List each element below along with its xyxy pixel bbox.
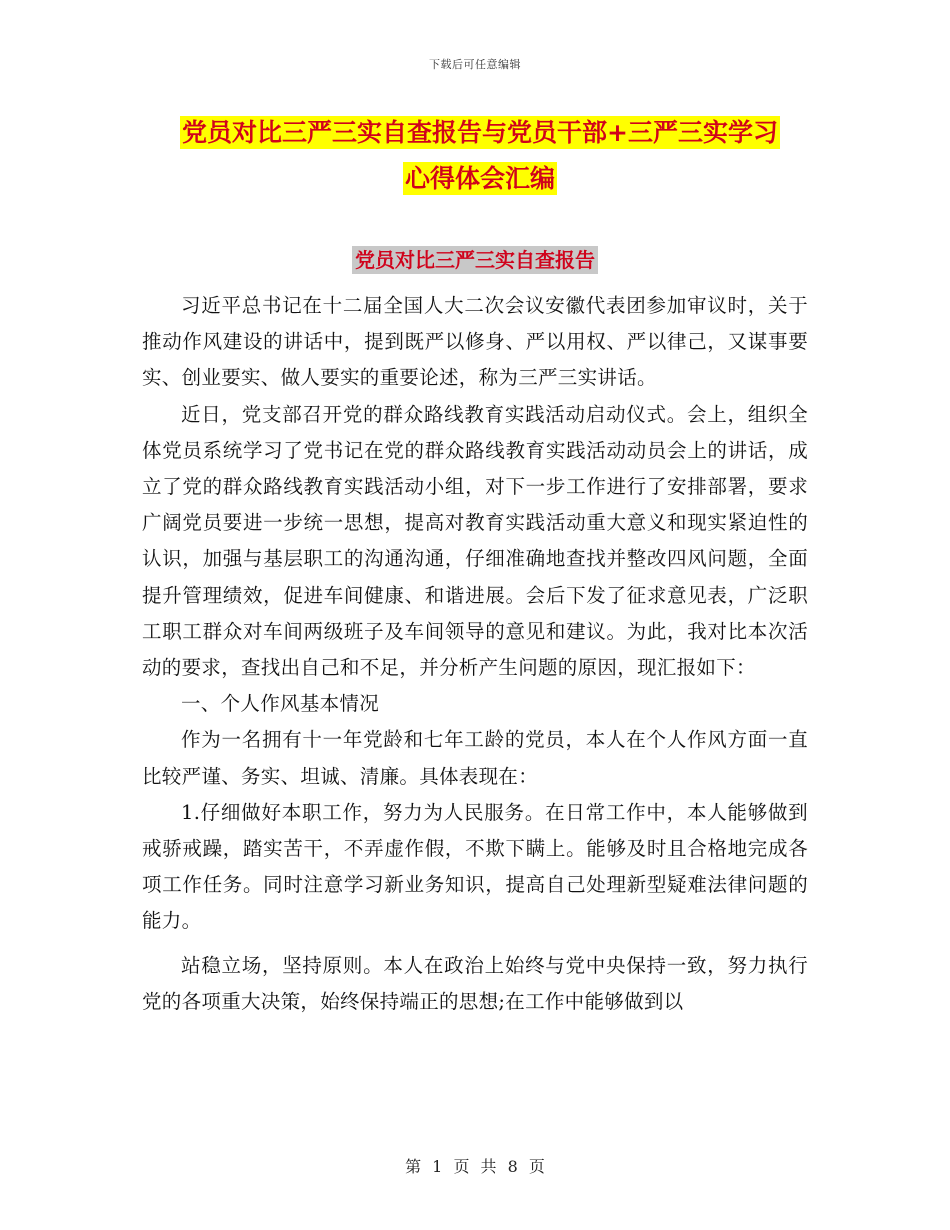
paragraph: 作为一名拥有十一年党龄和七年工龄的党员，本人在个人作风方面一直比较严谨、务实、坦诚、清廉。具体表现在： xyxy=(142,728,808,788)
document-title-line2: 心得体会汇编 xyxy=(404,164,555,193)
paragraph: 一、个人作风基本情况 xyxy=(181,692,380,716)
page-number: 第 1 页 共 8 页 xyxy=(405,1157,545,1176)
page-header-note: 下载后可任意编辑 xyxy=(429,58,521,71)
document-body xyxy=(142,288,808,1020)
paragraph: 1.仔细做好本职工作，努力为人民服务。在日常工作中，本人能够做到戒骄戒躁，踏实苦干，不弄虚作假，不欺下瞒上。能够及时且合格地完成各项工作任务。同时注意学习新业务知识，提高自己处理新型疑难法律问题的能力。 xyxy=(142,800,808,933)
paragraph: 站稳立场，坚持原则。本人在政治上始终与党中央保持一致，努力执行党的各项重大决策，始终保持端正的思想;在工作中能够做到以 xyxy=(142,953,808,1013)
paragraph: 习近平总书记在十二届全国人大二次会议安徽代表团参加审议时，关于推动作风建设的讲话中，提到既严以修身、严以用权、严以律己，又谋事要实、创业要实、做人要实的重要论述，称为三严三实讲话。 xyxy=(142,294,808,390)
document-title xyxy=(140,110,820,202)
paragraph: 近日，党支部召开党的群众路线教育实践活动启动仪式。会上，组织全体党员系统学习了党书记在党的群众路线教育实践活动动员会上的讲话，成立了党的群众路线教育实践活动小组，对下一步工作进行了安排部署，要求广阔党员要进一步统一思想，提高对教育实践活动重大意义和现实紧迫性的认识，加强与基层职工的沟通沟通，仔细准确地查找并整改四风问题，全面提升管理绩效，促进车间健康、和谐进展。会后下发了征求意见表，广泛职工职工群众对车间两级班子及车间领导的意见和建议。为此，我对比本次活动的要求，查找出自己和不足，并分析产生问题的原因，现汇报如下： xyxy=(142,402,808,680)
document-title-line1: 党员对比三严三实自查报告与党员干部+三严三实学习 xyxy=(182,118,778,147)
section-heading xyxy=(0,244,950,276)
section-heading-text: 党员对比三严三实自查报告 xyxy=(352,246,598,274)
